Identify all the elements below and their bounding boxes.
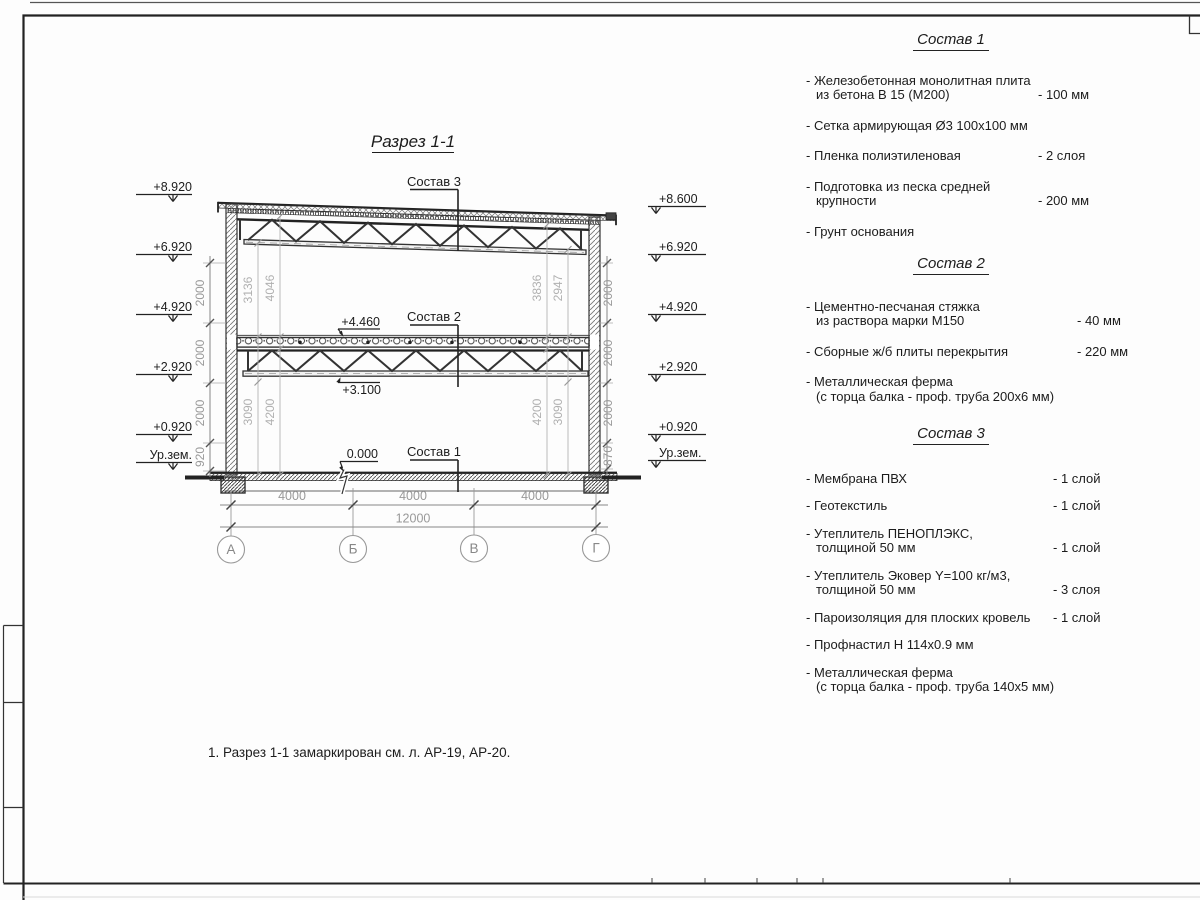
chain-right-3: 870: [601, 445, 615, 467]
mark-floor-zero: 0.000: [346, 447, 378, 461]
list-item: - Профнастил Н 114х0.9 мм: [806, 637, 974, 652]
chain-left-3: 920: [193, 446, 207, 468]
dim-4200-left: 4200: [263, 398, 277, 426]
roof-edge-detail: [606, 213, 616, 220]
total-dim: 12000: [395, 511, 431, 526]
list-item: - Металлическая ферма (с торца балка - проф. труба 140х5 мм): [806, 664, 1055, 694]
frame-corner-cell: [1190, 16, 1200, 34]
axis-g: Г: [592, 540, 600, 556]
chain-right-2: 2000: [601, 399, 615, 427]
elev-left-4920: +4.920: [153, 300, 192, 314]
composition-list-2: [806, 257, 1146, 420]
mark-truss-bottom: +3.100: [342, 383, 381, 397]
list-item: - Мембрана ПВХ - 1 слой: [806, 470, 1101, 486]
axis-a: А: [226, 542, 236, 558]
composition-labels: [407, 174, 461, 492]
list-item: - Утеплитель ПЕНОПЛЭКС, толщиной 50 мм - 1 слой: [806, 525, 1101, 555]
mark-slab-top: +4.460: [341, 315, 380, 329]
sheet-note: 1. Разрез 1-1 замаркирован см. л. АР-19, АР-20.: [208, 745, 511, 760]
elev-right-4920: +4.920: [659, 300, 698, 314]
list-item: - Сборные ж/б плиты перекрытия - 220 мм: [806, 343, 1129, 359]
elev-right-0920: +0.920: [659, 420, 698, 434]
span-dim-1: 4000: [278, 489, 306, 503]
dim-4046: 4046: [263, 274, 277, 302]
list-3-title: Состав 3: [806, 427, 1096, 442]
list-item: - Пленка полиэтиленовая - 2 слоя: [806, 148, 1086, 163]
chain-left-2: 2000: [193, 399, 207, 427]
axis-b: Б: [348, 541, 358, 557]
axis-bubbles: [218, 535, 610, 564]
chain-right-0: 2000: [601, 279, 615, 307]
list-item: - Сетка армирующая Ø3 100х100 мм: [806, 117, 1028, 133]
chain-left-1: 2000: [193, 339, 207, 367]
label-sostav-2: Состав 2: [407, 309, 461, 324]
chain-left-0: 2000: [193, 279, 207, 307]
roof-truss: [237, 219, 589, 254]
list-2-title: Состав 2: [806, 257, 1096, 272]
dim-3090-right: 3090: [551, 398, 565, 426]
chain-right-1: 2000: [601, 339, 615, 367]
composition-list-3: [806, 427, 1146, 708]
span-dim-2: 4000: [399, 489, 427, 503]
list-item: - Геотекстиль - 1 слой: [806, 498, 1101, 513]
dim-3136: 3136: [241, 276, 255, 304]
list-item: - Утеплитель Эковер Y=100 кг/м3, толщиной 50 мм - 3 слоя: [806, 567, 1101, 597]
dim-3090-left: 3090: [241, 398, 255, 426]
elevation-marks-left: [136, 180, 192, 470]
dim-chain-right: [600, 256, 615, 475]
composition-list-1: [806, 33, 1146, 255]
list-item: - Подготовка из песка средней крупности - 200 мм: [806, 178, 1090, 208]
dim-chain-left: [193, 256, 226, 477]
list-item: - Железобетонная монолитная плита из бетона В 15 (М200) - 100 мм: [806, 72, 1090, 102]
ground-level-right: Ур.зем.: [659, 446, 702, 460]
floor-truss: [237, 351, 589, 377]
footing-left: [221, 477, 245, 493]
list-item: - Цементно-песчаная стяжка из раствора марки М150 - 40 мм: [806, 298, 1121, 328]
list-item: - Грунт основания: [806, 223, 915, 239]
axis-v: В: [469, 541, 479, 557]
list-1-title: Состав 1: [806, 33, 1096, 48]
elevation-marks-right: [648, 192, 706, 468]
dim-2947: 2947: [551, 274, 565, 302]
elev-right-6920: +6.920: [659, 240, 698, 254]
title-block-ticks: [652, 878, 1010, 883]
span-dim-3: 4000: [521, 489, 549, 503]
frame-left-column: [4, 626, 24, 884]
dim-3836: 3836: [530, 274, 544, 302]
drawing-title-text: Разрез 1-1: [370, 132, 456, 151]
elev-left-2920: +2.920: [153, 360, 192, 374]
elev-right-2920: +2.920: [659, 360, 698, 374]
elev-left-6920: +6.920: [153, 240, 192, 254]
drawing-title: [371, 132, 455, 153]
list-item: - Пароизоляция для плоских кровель - 1 слой: [806, 609, 1101, 625]
label-sostav-1: Состав 1: [407, 444, 461, 459]
label-sostav-3: Состав 3: [407, 174, 461, 189]
list-item: - Металлическая ферма (с торца балка - проф. труба 200х6 мм): [806, 374, 1055, 404]
elev-right-8600: +8.600: [659, 192, 698, 206]
ground-level-left: Ур.зем.: [149, 448, 192, 462]
bottom-dims: [218, 488, 610, 563]
slab-level2: [237, 335, 589, 347]
elev-left-8920: +8.920: [153, 180, 192, 194]
elev-left-0920: +0.920: [153, 420, 192, 434]
dim-4200-right: 4200: [530, 398, 544, 426]
